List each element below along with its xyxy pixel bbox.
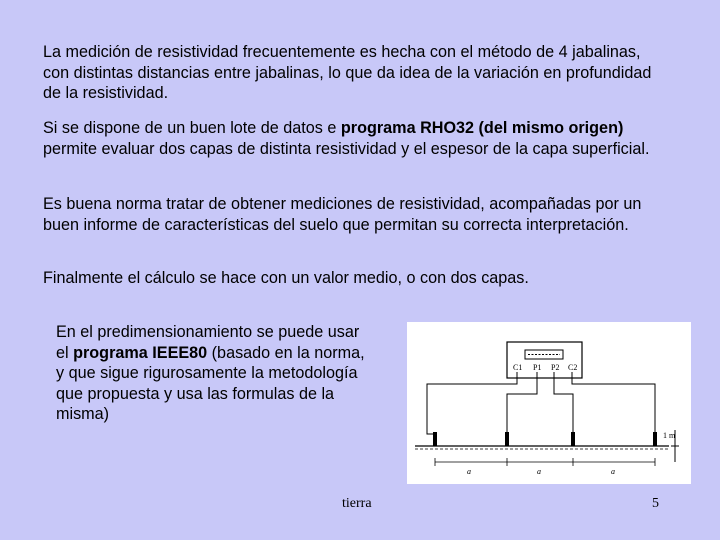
paragraph-good-practice: Es buena norma tratar de obtener mediciones de resistividad, acompañadas por un buen informe de características del suelo que permitan su correcta interpretación.: [43, 195, 642, 234]
wire-p1: [507, 378, 537, 434]
electrode-c1: [433, 432, 437, 446]
wire-c1: [427, 378, 517, 434]
paragraph-final-calculation: Finalmente el cálculo se hace con un valor medio, o con dos capas.: [43, 269, 529, 287]
p2-bold-program: programa RHO32 (del mismo origen): [340, 119, 624, 137]
wire-c2: [572, 378, 655, 434]
depth-label: 1 m: [663, 431, 676, 440]
p5-bold-program: programa IEEE80: [73, 343, 208, 362]
spacing-label-1: a: [467, 467, 471, 476]
terminal-label-p2: P2: [551, 363, 560, 372]
terminal-label-c1: C1: [513, 363, 523, 372]
paragraph-rho32-program: [43, 118, 671, 159]
page-number: 5: [652, 496, 659, 511]
p5-text-start: En el predimensionamiento se puede usar el: [56, 323, 360, 362]
spacing-label-2: a: [537, 467, 541, 476]
footer-label: tierra: [342, 496, 372, 511]
electrode-p2: [571, 432, 575, 446]
wenner-method-diagram: [407, 322, 691, 484]
electrode-c2: [653, 432, 657, 446]
meter-box: [507, 342, 582, 378]
wire-p2: [554, 378, 573, 434]
electrode-p1: [505, 432, 509, 446]
p2-text-start: Si se dispone de un buen lote de datos e: [43, 119, 341, 137]
paragraph-four-electrode-method: La medición de resistividad frecuentemente es hecha con el método de 4 jabalinas, con distintas distancias entre jabalinas, lo que da idea de la variación en profundidad de la resistividad.: [43, 43, 652, 102]
spacing-label-3: a: [611, 467, 615, 476]
terminal-label-p1: P1: [533, 363, 542, 372]
wenner-diagram-svg: [407, 322, 691, 484]
terminal-label-c2: C2: [568, 363, 578, 372]
p2-text-end: permite evaluar dos capas de distinta resistividad y el espesor de la capa superficial.: [43, 139, 650, 158]
paragraph-ieee80-program: [56, 322, 376, 425]
p5-text-end: (basado en la norma, y que sigue rigurosamente la metodología que propuesta y usa las formulas de la misma): [56, 343, 365, 423]
